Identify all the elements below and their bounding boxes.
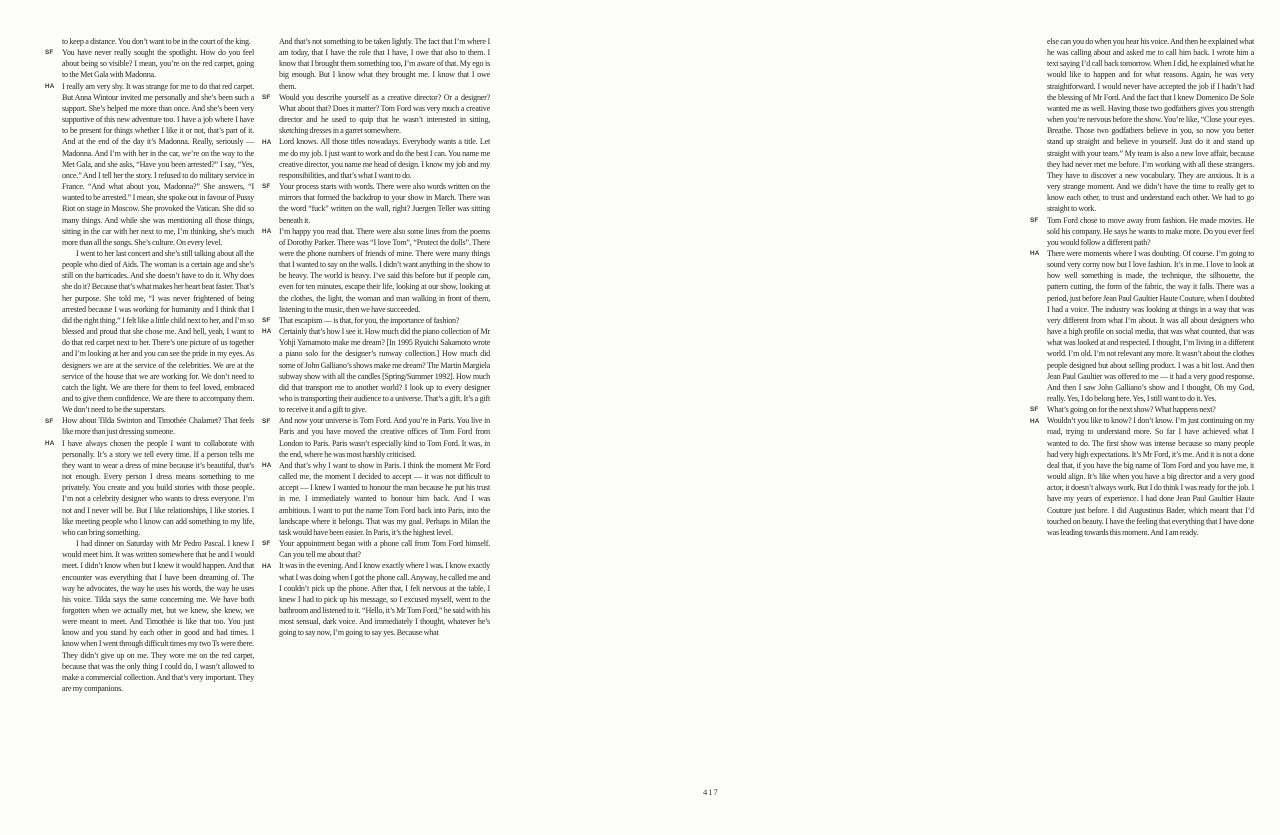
paragraph-text: Would you describe yourself as a creative director? Or a designer? What about that? Does it matter? Tom Ford was very much a creative director and he used to quip that he wasn’t interested in sitting, sketching dresses in a garret somewhere. — [279, 92, 490, 136]
speech-block — [45, 36, 254, 47]
speech-block — [262, 538, 490, 560]
speech-block — [262, 136, 490, 181]
speaker-label: SF — [45, 417, 54, 425]
paragraph-text: Wouldn’t you like to know? I don’t know. I’m just continuing on my road, trying to understand more. So far I have achieved what I wanted to do. The first show was intense because so many people had very high expectations. It’s Mr Ford, it’s me. And it is not a done deal that, if you have the big name of Tom Ford and you have me, it would align. It’s like when you have a big director and a very good actor, it doesn’t always work. But I do think I was ready for the job. I have my years of experience. I had done Jean Paul Gaultier Haute Couture just before. I did Augustinus Bader, which meant that I’d touched on beauty. I have the feeling that everything that I have done was leading towards this moment. And I am ready. — [1047, 416, 1254, 537]
paragraph-text: I went to her last concert and she’s still talking about all the people who died of Aids. The woman is a certain age and she’s still on the barricades. And she doesn’t have to do it. Why does she do it? Because that’s what makes her heart beat faster. That’s her purpose. She told me, “I was never frightened of being arrested because I was working for humanity and I think that I did the right thing.” I felt like a little child next to her, and I’m so blessed and proud that she chose me. And hell, yeah, I want to do that red carpet next to her. There’s one picture of us together and I’m looking at her and you can see the pride in my eyes. As designers we are at the service of the celebrities. We are at the service of the house that we are working for. We don’t need to catch the light. We are there for them to feel loved, embraced and to give them confidence. We are there to accompany them. We don’t need to be the superstars. — [62, 248, 254, 415]
speech-text — [279, 415, 490, 460]
speech-text — [62, 81, 254, 416]
speech-block — [262, 326, 490, 415]
text-column-2 — [262, 36, 490, 638]
speech-block — [262, 92, 490, 137]
speech-text — [1047, 415, 1254, 538]
speech-block — [1030, 415, 1254, 538]
speaker-label: SF — [1030, 216, 1039, 224]
paragraph-text: Lord knows. All those titles nowadays. Everybody wants a title. Let me do my job. I just want to work and do the best I can. You name me creative director, you name me head of design. I know my job and my responsibilities, and that’s what I want to do. — [279, 137, 490, 180]
speech-block — [45, 81, 254, 416]
paragraph-text: And that’s not something to be taken lightly. The fact that I’m where I am today, that I have the role that I have, I owe that also to them. I know that I brought them something too, I’m aware of that. My ego is big enough. But I know what they brought me. I know that I owe them. — [279, 37, 490, 91]
paragraph-text: I really am very shy. It was strange for me to do that red carpet. But Anna Wintour invited me personally and she’s been such a support. She’s helped me more than once. And she’s been very supportive of this new adventure too. I have a job where I have to be present for things whether I like it or not, that’s part of it. And at the end of the day it’s Madonna. Really, seriously — Madonna. And I’m with her in the car, we’re on the way to the Met Gala, and she asks, “Have you been arrested?” I say, “Yes, once.” And I tell her the story. I refused to do military service in France. “And what about you, Madonna?” She answers, “I wanted to be arrested.” I mean, she spoke out in favour of Pussy Riot on stage in Moscow. She provoked the Vatican. She did so many things. And while she was mentioning all those things, sitting in the car with her next to me, I’m thinking, she’s much more than all the songs. She’s culture. On every level. — [62, 81, 254, 247]
speaker-label: SF — [262, 417, 271, 425]
speech-text — [279, 560, 490, 638]
speech-text — [62, 415, 254, 437]
speech-text — [279, 226, 490, 315]
speaker-label: SF — [262, 93, 271, 101]
speech-text — [279, 36, 490, 92]
speech-block — [45, 415, 254, 437]
speech-text — [279, 181, 490, 226]
speaker-label: HA — [262, 562, 272, 570]
speech-text — [1047, 215, 1254, 248]
speaker-label: HA — [1030, 417, 1040, 425]
speech-block — [262, 560, 490, 638]
speech-block — [262, 181, 490, 226]
paragraph-text: There were moments where I was doubting. Of course. I’m going to sound very corny now but I love fashion. It’s in me. I love to look at how well something is made, the technique, the silhouette, the pattern cutting, the form of the fabric, the way it falls. There was a period, just before Jean Paul Gaultier Haute Couture, when I doubted I had a voice. The industry was looking at things in a way that was very different from what I’m about. It was all about designers who have a high profile on social media, that was what counted, that was what was looked at and respected. I thought, I’m living in a different world. I’m old. I’m not relevant any more. It wasn’t about the clothes people designed but about selling product. I was a bit lost. And then Jean Paul Gaultier was offered to me — it had a very good response. And then I saw John Galliano’s show and I thought, Oh my God, really. Yes, I do belong here. Yes, I still want to do it. Yes. — [1047, 248, 1254, 403]
paragraph-text: And now your universe is Tom Ford. And you’re in Paris. You live in Paris and you have moved the creative offices of Tom Ford from London to Paris. Paris wasn’t especially kind to Tom Ford. It was, in the end, where he was most harshly criticised. — [279, 416, 490, 459]
speaker-label — [45, 36, 62, 38]
speech-block — [45, 438, 254, 695]
speech-text — [1047, 36, 1254, 215]
speaker-label: SF — [1030, 406, 1039, 414]
speech-block — [262, 226, 490, 315]
paragraph-text: That escapism — is that, for you, the importance of fashion? — [279, 315, 460, 325]
paragraph-text: You have never really sought the spotlight. How do you feel about being so visible? I mean, you’re on the red carpet, going to the Met Gala with Madonna. — [62, 48, 254, 80]
paragraph-text: Certainly that’s how I see it. How much did the piano collection of Mr Yohji Yamamoto make me dream? [In 1995 Ryuichi Sakamoto wrote a piano solo for the designer’s runway collection.] How much did some of John Galliano’s shows make me dream? The Martin Margiela subway show with all the candles [Spring/Summer 1992]. How much did that transport me to another world? I look up to every designer who is transporting their audience to a universe. That’s a gift. It’s a gift to receive it and a gift to give. — [279, 327, 490, 415]
speaker-label: HA — [262, 138, 272, 146]
speech-block — [1030, 36, 1254, 215]
paragraph-text: What’s going on for the next show? What happens next? — [1047, 405, 1216, 415]
text-column-1 — [45, 36, 254, 694]
speaker-label: SF — [262, 540, 271, 548]
speech-text — [279, 460, 490, 538]
paragraph-text: Your appointment began with a phone call from Tom Ford himself. Can you tell me about that? — [279, 539, 490, 560]
speaker-label: HA — [262, 328, 272, 336]
speech-text — [62, 47, 254, 80]
page-number: 417 — [703, 787, 719, 797]
paragraph-text: I’m happy you read that. There were also some lines from the poems of Dorothy Parker. There was “I love Tom”, “Protect the dolls”. There were the phone numbers of friends of mine. There were many things that I wanted to say on the walls. I didn’t want anything in the show to be heavy. The world is heavy. I’ve said this before but if people can, even for ten minutes, escape their life, looking at our show, looking at the clothes, the light, the woman and man walking in front of them, listening to the music, then we have succeeded. — [279, 226, 490, 314]
speech-text — [62, 438, 254, 695]
paragraph-text: Tom Ford chose to move away from fashion. He made movies. He sold his company. He says he wants to make more. Do you ever feel you would follow a different path? — [1047, 215, 1254, 247]
paragraph-text: How about Tilda Swinton and Timothée Chalamet? That feels like more than just dressing someone. — [62, 416, 254, 437]
speech-block — [1030, 248, 1254, 404]
paragraph-text: I have always chosen the people I want to collaborate with personally. It’s a story we tell every time. If a person tells me they want to wear a dress of mine because it’s beautiful, that’s not enough. Every person I dress means something to me privately. You create and you build stories with those people. I’m not a celebrity designer who wants to dress everyone. I’m not and I never will be. But I like relationships, I like stories. I like meeting people who I know can add something to my life, who can bring something. — [62, 438, 254, 537]
speaker-label: HA — [1030, 250, 1040, 258]
speech-text — [279, 136, 490, 181]
text-column-3 — [1030, 36, 1254, 538]
paragraph-text: Your process starts with words. There were also words written on the mirrors that formed the backdrop to your show in March. There was the word “fuck” written on the wall, right? Juergen Teller was sitting beneath it. — [279, 182, 490, 225]
speech-block — [262, 460, 490, 538]
speaker-label: HA — [262, 462, 272, 470]
paragraph-text: to keep a distance. You don’t want to be in the court of the king. — [62, 37, 251, 46]
speech-text — [1047, 248, 1254, 404]
paragraph-text: else can you do when you hear his voice. And then he explained what he was calling about and asked me to call him back. I wrote him a text saying I’d call back tomorrow. When I did, he explained what he would like to happen and for what reasons. Again, he was very straightforward. I would never have accepted the job if I hadn’t had the blessing of Mr Ford. And the fact that I knew Domenico De Sole wanted me as well. Having those two godfathers gives you strength when you’re nervous before the show. You’re like, “Close your eyes. Breathe. Those two godfathers believe in you, so now you better stand up straight and believe in yourself. Just do it and stand up straight with your team.” My team is also a new love affair, because they had never met me before. I’m working with all these strangers. They have to discover a new vocabulary. They are anxious. It is a very strange moment. And we didn’t have the time to really get to know each other, to trust and understand each other. We had to go straight to work. — [1047, 37, 1254, 214]
speaker-label: SF — [45, 49, 54, 57]
speech-text — [279, 538, 490, 560]
speaker-label: HA — [45, 82, 55, 90]
speaker-label: SF — [262, 183, 271, 191]
speech-block — [1030, 404, 1254, 415]
paragraph-text: It was in the evening. And I know exactly where I was. I know exactly what I was doing when I got the phone call. Anyway, he called me and I couldn’t pick up the phone. After that, I felt nervous at the table, I knew I had to pick up his message, so I excused myself, went to the bathroom and listened to it. “Hello, it’s Mr Tom Ford,” he said with his most sensual, dark voice. And immediately I thought, whatever he’s going to say now, I’m going to say yes. Because what — [279, 561, 490, 638]
speech-text — [279, 92, 490, 137]
speech-text — [62, 36, 254, 47]
speaker-label: HA — [262, 227, 272, 235]
speech-text — [279, 315, 490, 326]
speaker-label: HA — [45, 439, 55, 447]
speech-block — [262, 415, 490, 460]
speech-text — [279, 326, 490, 415]
speech-text — [1047, 404, 1254, 415]
speaker-label: SF — [262, 317, 271, 325]
speaker-label — [262, 36, 279, 38]
speech-block — [45, 47, 254, 80]
speech-block — [262, 315, 490, 326]
speaker-label — [1030, 36, 1047, 38]
paragraph-text: I had dinner on Saturday with Mr Pedro Pascal. I knew I would meet him. It was written somewhere that he and I would meet. I didn’t know when but I knew it would happen. And that encounter was everything that I have been dreaming of. The way he advocates, the way he uses his words, the way he uses his voice. Tilda says the same concerning me. We have both forgotten when we actually met, but we knew, she knew, we were meant to meet. And Timothée is like that too. You just know and you stand by each other in good and bad times. I know when I went through difficult times my two Ts were there. They didn’t give up on me. They wore me on the red carpet, because that was the only thing I could do, I wasn’t allowed to make a commercial collection. And that’s very important. They are my companions. — [62, 539, 254, 694]
speech-block — [1030, 215, 1254, 248]
speech-block — [262, 36, 490, 92]
paragraph-text: And that’s why I want to show in Paris. I think the moment Mr Ford called me, the moment I decided to accept — it was not difficult to accept — I knew I wanted to honour the man because he put his trust in me. I immediately wanted to honour him back. And I was ambitious. I want to put the name Tom Ford back into Paris, into the landscape where it belongs. That was my goal. Perhaps in Milan the task would have been easier. In Paris, it’s the highest level. — [279, 460, 490, 537]
